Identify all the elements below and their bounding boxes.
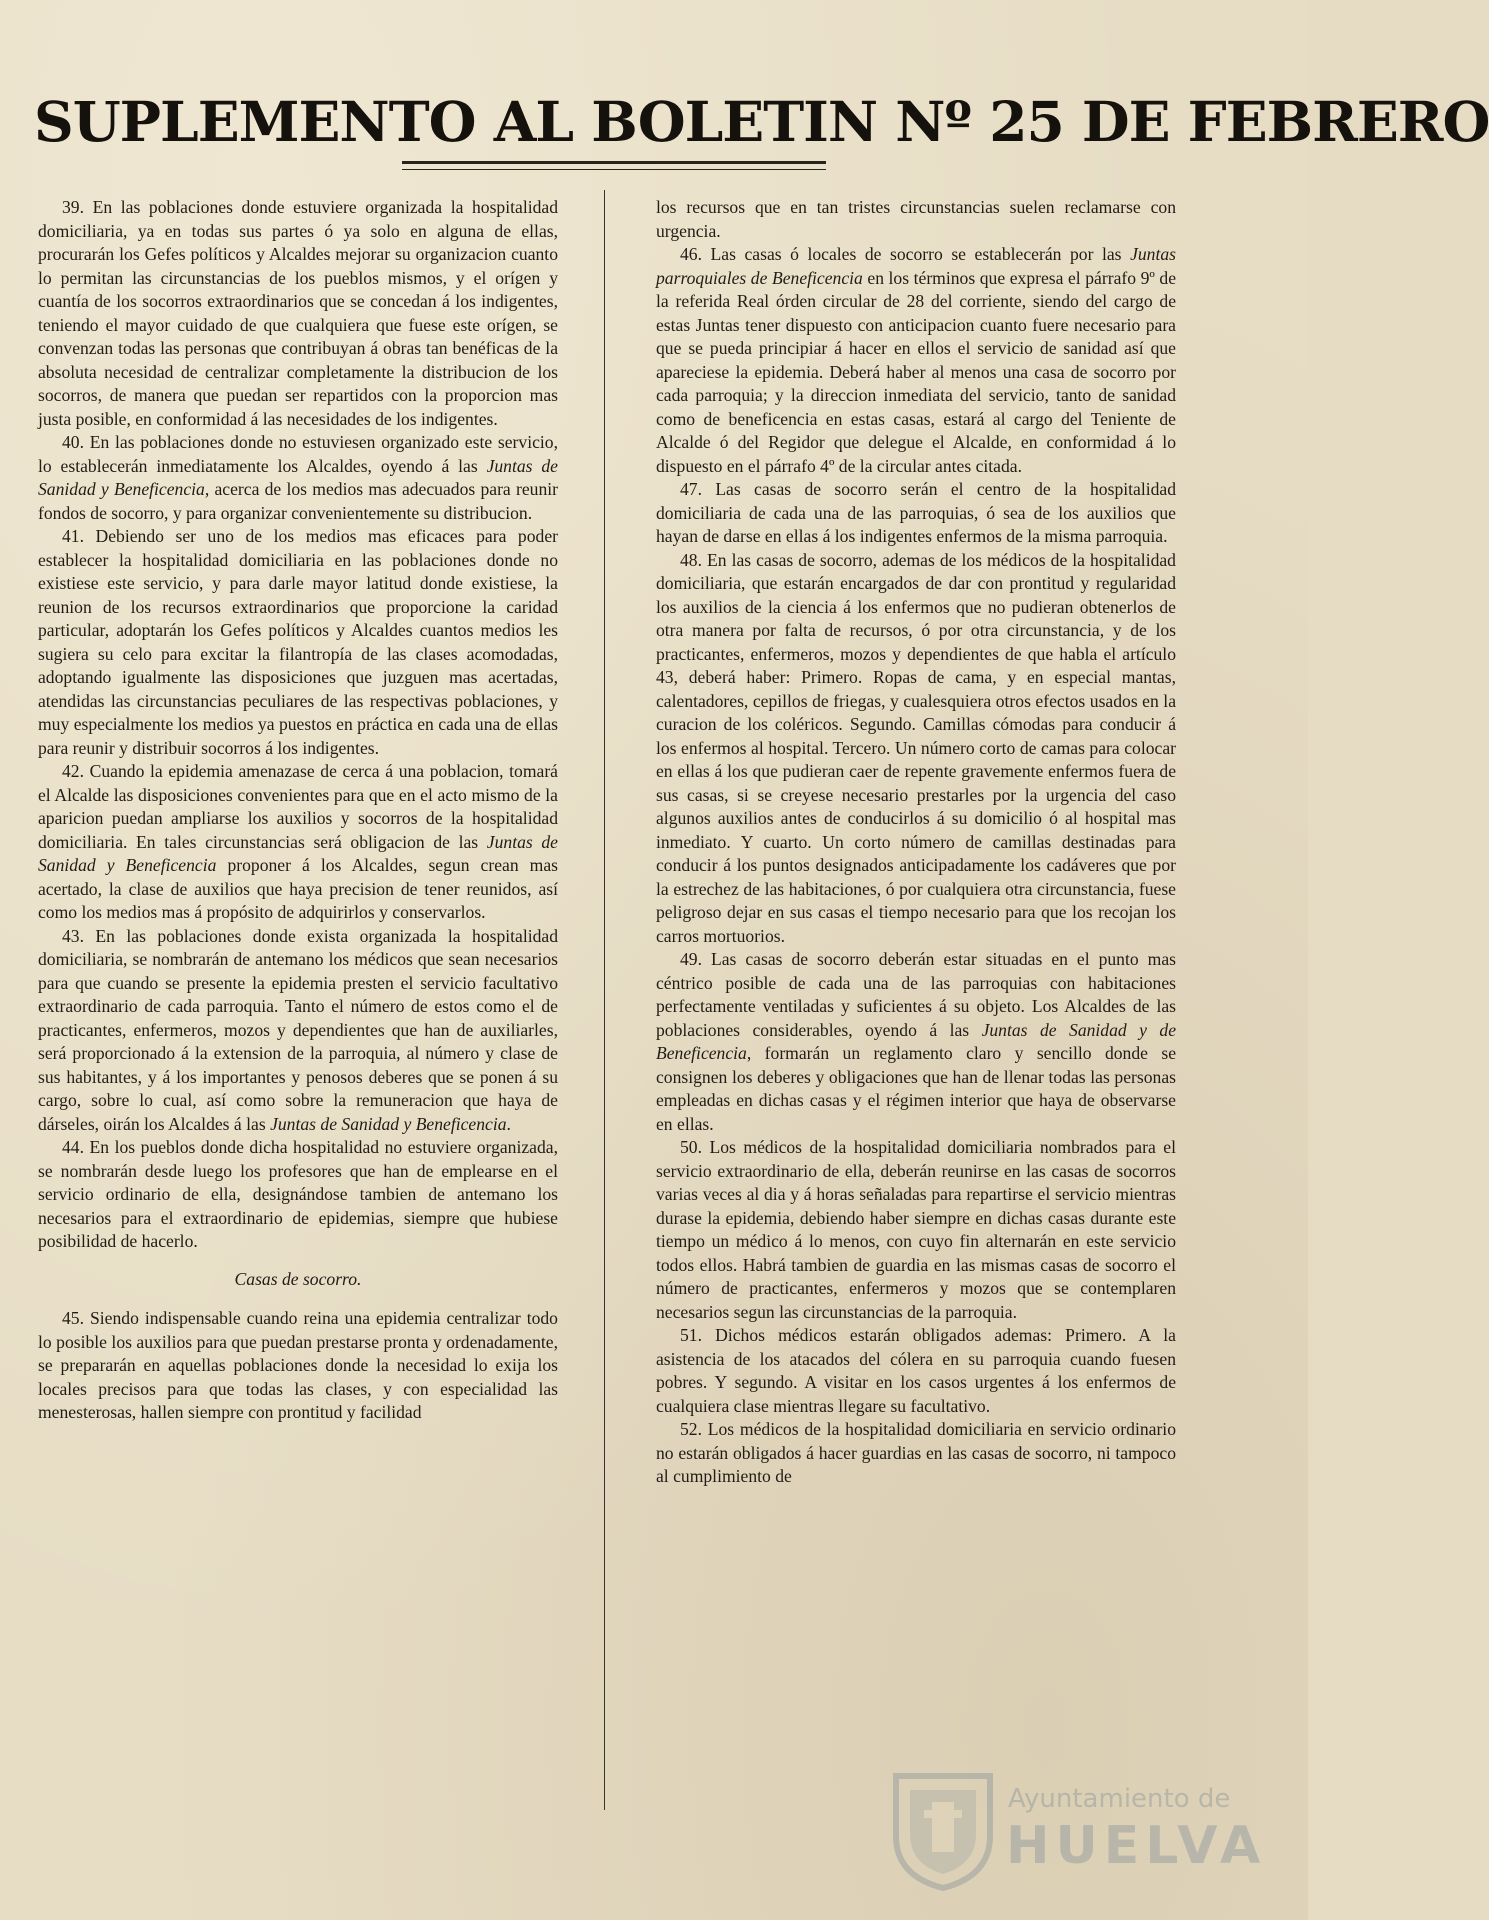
article-text: En las poblaciones donde exista organizada la hospitalidad domiciliaria, se nombrarán de antemano los médicos que sean necesarios para que cuando se presente la epidemia presten el servicio facultativo extraordinario de cada parroquia. Tanto el número de estos como el de practicantes, enfermeros, mozos y dependientes que han de auxiliarles, será proporcionado á la extension de la parroquia, al número y clase de sus habitantes, y á los importantes y penosos deberes que se ponen á su cargo, sobre lo cual, así como sobre la remuneracion que haya de dárseles, oirán los Alcaldes á las <box>38 925 558 1134</box>
archive-watermark <box>888 1750 1267 1900</box>
article-43 <box>38 925 558 1137</box>
article-emphasis: Juntas parroquiales de Beneficencia <box>656 244 1176 288</box>
article-number: 39. <box>62 197 84 217</box>
article-number: 48. <box>680 549 702 570</box>
article-number: 45. <box>62 1308 84 1328</box>
article-number: 40. <box>62 432 84 452</box>
article-text: Los médicos de la hospitalidad domiciliaria en servicio ordinario no estarán obligados á hacer guardias en las casas de socorro, ni tampoco al cumplimiento de <box>656 1419 1176 1486</box>
article-emphasis: Juntas de Sanidad y Beneficencia <box>270 1113 507 1134</box>
article-text: . <box>506 1113 511 1134</box>
article-number: 52. <box>680 1419 702 1439</box>
article-number: 49. <box>680 949 702 969</box>
article-number: 43. <box>62 925 84 946</box>
article-40 <box>38 431 558 525</box>
article-text: Siendo indispensable cuando reina una epidemia centralizar todo lo posible los auxilios para que puedan prestarse pronta y ordenadamente, se prepararán en aquellas poblaciones donde la necesidad lo exija los locales precisos para que todas las clases, y con especialidad las menesterosas, hallen siempre con prontitud y facilidad <box>38 1308 558 1422</box>
article-text: En las poblaciones donde no estuviesen organizado este servicio, lo establecerán inmediatamente los Alcaldes, oyendo á las <box>38 432 558 476</box>
article-emphasis: Juntas de Sanidad y de Beneficencia <box>656 1019 1176 1063</box>
article-47 <box>656 478 1176 549</box>
article-number: 44. <box>62 1137 84 1157</box>
article-text: Cuando la epidemia amenazase de cerca á una poblacion, tomará el Alcalde las disposiciones convenientes para que en el acto mismo de la aparicion puedan ampliarse los auxilios y socorros de la hospitalidad domiciliaria. En tales circunstancias será obligacion de las <box>38 761 558 852</box>
article-emphasis: Juntas de Sanidad y Beneficencia <box>38 831 558 875</box>
article-number: 47. <box>680 479 702 499</box>
watermark-line2: HUELVA <box>1006 1816 1267 1876</box>
article-48 <box>656 549 1176 949</box>
article-number: 41. <box>62 526 84 546</box>
article-text: proponer á los Alcaldes, segun crean mas acertado, la clase de auxilios que haya precision de tener reunidos, así como los medios mas á propósito de adquirirlos y conservarlos. <box>38 855 559 922</box>
article-46 <box>656 243 1176 478</box>
article-text: Dichos médicos estarán obligados ademas: Primero. A la asistencia de los atacados del cólera en su parroquia cuando fuesen pobres. Y segundo. A visitar en los casos urgentes á los enfermos de cualquiera clase mientras llegare su facultativo. <box>656 1325 1176 1416</box>
article-number: 50. <box>680 1137 702 1157</box>
article-text: Las casas ó locales de socorro se establecerán por las <box>710 244 1131 264</box>
column-divider <box>604 190 605 1810</box>
article-number: 46. <box>680 244 702 264</box>
masthead-title: SUPLEMENTO AL BOLETIN Nº 25 DE FEBRERO <box>34 89 1489 154</box>
article-text: En los pueblos donde dicha hospitalidad no estuviere organizada, se nombrarán desde luego los profesores que han de emplearse en el servicio ordinario de ella, designándose tambien de antemano los necesarios para el extraordinario de epidemias, siempre que hubiese posibilidad de hacerlo. <box>38 1137 558 1251</box>
section-subheading: Casas de socorro. <box>234 1268 362 1289</box>
continued-text: los recursos que en tan tristes circunstancias suelen reclamarse con urgencia. <box>656 197 1176 241</box>
article-50 <box>656 1136 1176 1324</box>
right-column <box>656 196 1176 1489</box>
watermark-line1: Ayuntamiento de <box>1008 1784 1231 1814</box>
article-51 <box>656 1324 1176 1418</box>
article-text: , formarán un reglamento claro y sencillo donde se consignen los deberes y obligaciones que han de llenar todas las personas empleadas en dichas casas y el régimen interior que haya de observarse en ellas. <box>656 1043 1176 1134</box>
article-text: , acerca de los medios mas adecuados para reunir fondos de socorro, y para organizar convenientemente su distribucion. <box>38 479 558 523</box>
article-emphasis: Juntas de Sanidad y Beneficencia <box>38 455 558 499</box>
article-52 <box>656 1418 1176 1489</box>
article-42 <box>38 760 558 925</box>
article-44 <box>38 1136 558 1254</box>
article-49 <box>656 948 1176 1136</box>
article-45 <box>38 1307 558 1425</box>
article-number: 42. <box>62 761 84 781</box>
left-column <box>38 196 558 1425</box>
article-text: Los médicos de la hospitalidad domiciliaria nombrados para el servicio extraordinario de ella, deberán reunirse en las casas de socorros varias veces al dia y á horas señaladas para repartirse el servicio mientras durase la epidemia, debiendo haber siempre en dichas casas durante este tiempo un médico á lo menos, con cuyo fin alternarán en este servicio todos ellos. Habrá tambien de guardia en las mismas casas de socorro el número de practicantes, enfermeros y mozos que se contemplaren necesarios segun las circunstancias de la parroquia. <box>656 1137 1176 1322</box>
article-number: 51. <box>680 1325 702 1345</box>
article-text: En las poblaciones donde estuviere organizada la hospitalidad domiciliaria, ya en todas sus partes ó ya solo en alguna de ellas, procurarán los Gefes políticos y Alcaldes mejorar su organizacion cuanto lo permitan las circunstancias de los pueblos mismos, y el orígen y cuantía de los socorros extraordinarios que se concedan á los indigentes, teniendo el mayor cuidado de que cualquiera que fuese este orígen, se convenzan todas las personas que contribuyan á obras tan benéficas de la absoluta necesidad de centralizar completamente la distribucion de los socorros, de manera que puedan ser repartidos con la proporcion mas justa posible, en conformidad á las necesidades de los indigentes. <box>38 197 558 429</box>
article-text: en los términos que expresa el párrafo 9º de la referida Real órden circular de 28 del corriente, siendo del cargo de estas Juntas tener dispuesto con anticipacion cuanto fuere necesario para que se pueda principiar á hacer en ellos el servicio de sanidad así que apareciese la epidemia. Deberá haber al menos una casa de socorro por cada parroquia; y la direccion inmediata del servicio, tanto de sanidad como de beneficencia en estas casas, estará al cargo del Teniente de Alcalde ó del Regidor que delegue el Alcalde, en conformidad á lo dispuesto en el párrafo 4º de la circular antes citada. <box>656 267 1176 476</box>
article-41 <box>38 525 558 760</box>
masthead-rule <box>402 161 826 170</box>
article-text: En las casas de socorro, ademas de los médicos de la hospitalidad domiciliaria, que estarán encargados de dar con prontitud y regularidad los auxilios de la ciencia á los enfermos que no pudieran obtenerlos de otra manera por falta de recursos, ó por otra circunstancia, y de los practicantes, enfermeros, mozos y dependientes de que habla el artículo 43, deberá haber: Primero. Ropas de cama, y en especial mantas, calentadores, cepillos de friegas, y cualesquiera otros efectos usados en la curacion de los coléricos. Segundo. Camillas cómodas para conducir á los enfermos al hospital. Tercero. Un número corto de camas para colocar en ellas á los que pudieran caer de repente gravemente enfermos fuera de sus casas, si se creyese necesario prestarles por la urgencia del caso algunos auxilios antes de conducirlos á su domicilio ó al hospital mas inmediato. Y cuarto. Un corto número de camillas destinadas para conducir á los puntos designados anticipadamente los cadáveres que por la estrechez de las habitaciones, ó por cualquiera otra circunstancia, fuese peligroso dejar en sus casas el tiempo necesario para que los recojan los carros mortuorios. <box>656 549 1176 946</box>
article-text: Debiendo ser uno de los medios mas eficaces para poder establecer la hospitalidad domiciliaria en las poblaciones donde no existiese este servicio, y para darle mayor latitud donde existiese, la reunion de los recursos extraordinarios que proporcione la caridad particular, adoptarán los Gefes políticos y Alcaldes cuantos medios les sugiera su celo para excitar la filantropía de las clases acomodadas, adoptando igualmente las disposiciones que juzguen mas acertadas, atendidas las circunstancias peculiares de las respectivas poblaciones, y muy especialmente los medios ya puestos en práctica en cada una de ellas para reunir y distribuir socorros á los indigentes. <box>38 526 558 758</box>
city-seal-icon <box>888 1766 998 1891</box>
article-39 <box>38 196 558 431</box>
article-text: Las casas de socorro deberán estar situadas en el punto mas céntrico posible de cada una de las parroquias con habitaciones perfectamente ventiladas y suficientes á su objeto. Los Alcaldes de las poblaciones considerables, oyendo á las <box>656 949 1176 1040</box>
article-text: Las casas de socorro serán el centro de la hospitalidad domiciliaria de cada una de las parroquias, ó sea de los auxilios que hayan de darse en ellas á los indigentes enfermos de la misma parroquia. <box>656 479 1176 546</box>
